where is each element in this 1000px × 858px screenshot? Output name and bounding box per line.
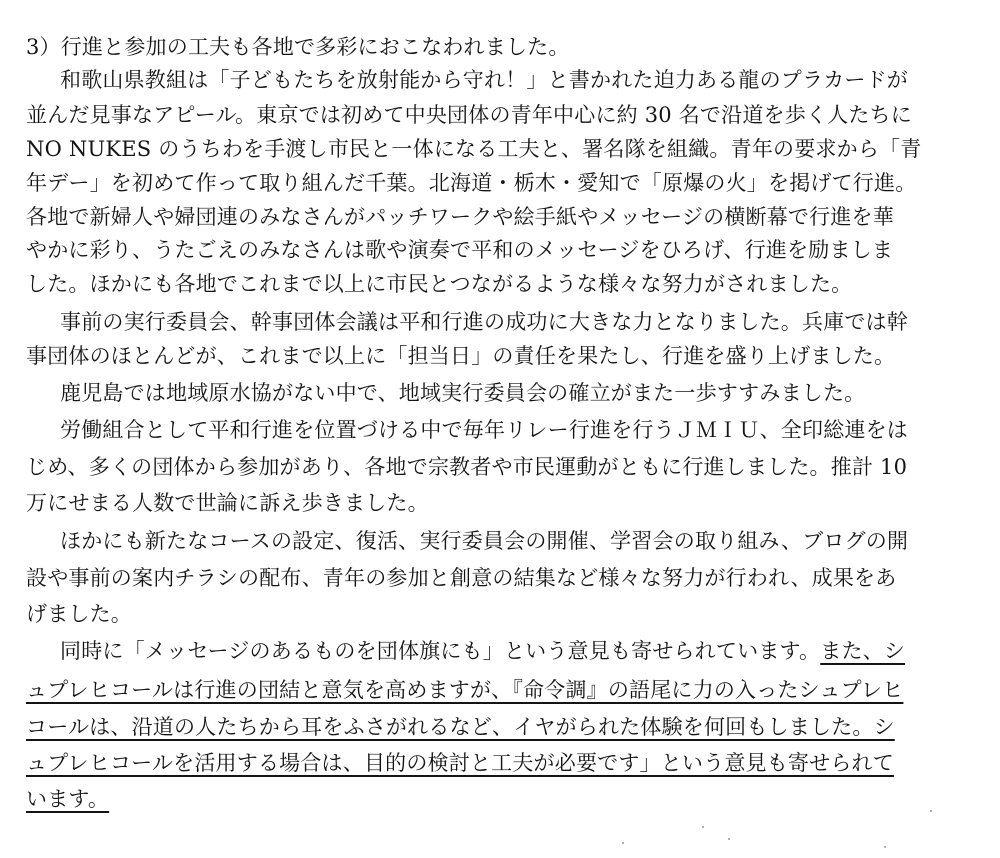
- underlined-line: ュプレヒコールは行進の団結と意気を高めますが、『命令調』の語尾に力の入ったシュプレヒ: [26, 678, 904, 702]
- paragraph-line: 労働組合として平和行進を位置づける中で毎年リレー行進を行うＪＭＩＵ、全印総連をは: [60, 418, 908, 442]
- scan-speck: [930, 810, 932, 812]
- underlined-line: コールは、沿道の人たちから耳をふさがれるなど、イヤがられた体験を何回もしました。シ: [26, 715, 895, 739]
- scan-speck: [622, 842, 624, 844]
- underlined-line: ュプレヒコールを活用する場合は、目的の検討と工夫が必要です」という意見も寄せられて: [26, 751, 894, 775]
- paragraph-line: げました。: [26, 602, 132, 626]
- paragraph-line: 各地で新婦人や婦団連のみなさんがパッチワークや絵手紙やメッセージの横断幕で行進を華: [26, 205, 894, 229]
- scan-speck: [728, 838, 730, 840]
- paragraph-line: ほかにも新たなコースの設定、復活、実行委員会の開催、学習会の取り組み、ブログの開: [60, 529, 909, 553]
- scan-speck: [884, 846, 886, 848]
- paragraph-line: 事団体のほとんどが、これまで以上に「担当日」の責任を果たし、行進を盛り上げました。: [26, 344, 896, 368]
- paragraph-line: 和歌山県教組は「子どもたちを放射能から守れ！」と書かれた迫力ある龍のプラカードが: [60, 68, 908, 92]
- plain-text: 同時に「メッセージのあるものを団体旗にも」という意見も寄せられています。: [60, 639, 821, 663]
- paragraph-line: じめ、多くの団体から参加があり、各地で宗教者や市民運動がともに行進しました。推計 10: [26, 455, 908, 479]
- paragraph-line: 設や事前の案内チラシの配布、青年の参加と創意の結集など様々な努力が行われ、成果をあ: [26, 566, 897, 590]
- paragraph-line: やかに彩り、うたごえのみなさんは歌や演奏で平和のメッセージをひろげ、行進を励ましま: [26, 238, 894, 262]
- section-heading: 3）行進と参加の工夫も各地で多彩におこなわれました。: [26, 35, 570, 59]
- paragraph-line: した。ほかにも各地でこれまで以上に市民とつながるような様々な努力がされました。: [26, 272, 853, 296]
- paragraph-line-mixed: [60, 634, 905, 668]
- paragraph-line: 並んだ見事なアピール。東京では初めて中央団体の青年中心に約 30 名で沿道を歩く人たちに: [26, 103, 912, 127]
- underlined-line: います。: [26, 787, 110, 811]
- paragraph-line: NO NUKES のうちわを手渡し市民と一体になる工夫と、署名隊を組織。青年の要求から「青: [26, 137, 922, 161]
- paragraph-line: 年デー」を初めて作って取り組んだ千葉。北海道・栃木・愛知で「原爆の火」を掲げて行進。: [26, 171, 917, 195]
- paragraph-line: 万にせまる人数で世論に訴え歩きました。: [26, 491, 429, 515]
- paragraph-line: 事前の実行委員会、幹事団体会議は平和行進の成功に大きな力となりました。兵庫では幹: [60, 310, 908, 334]
- scan-speck: [702, 826, 704, 828]
- paragraph-line: 鹿児島では地域原水協がない中で、地域実行委員会の確立がまた一歩すすみました。: [60, 381, 866, 405]
- underlined-text: また、シ: [820, 639, 906, 663]
